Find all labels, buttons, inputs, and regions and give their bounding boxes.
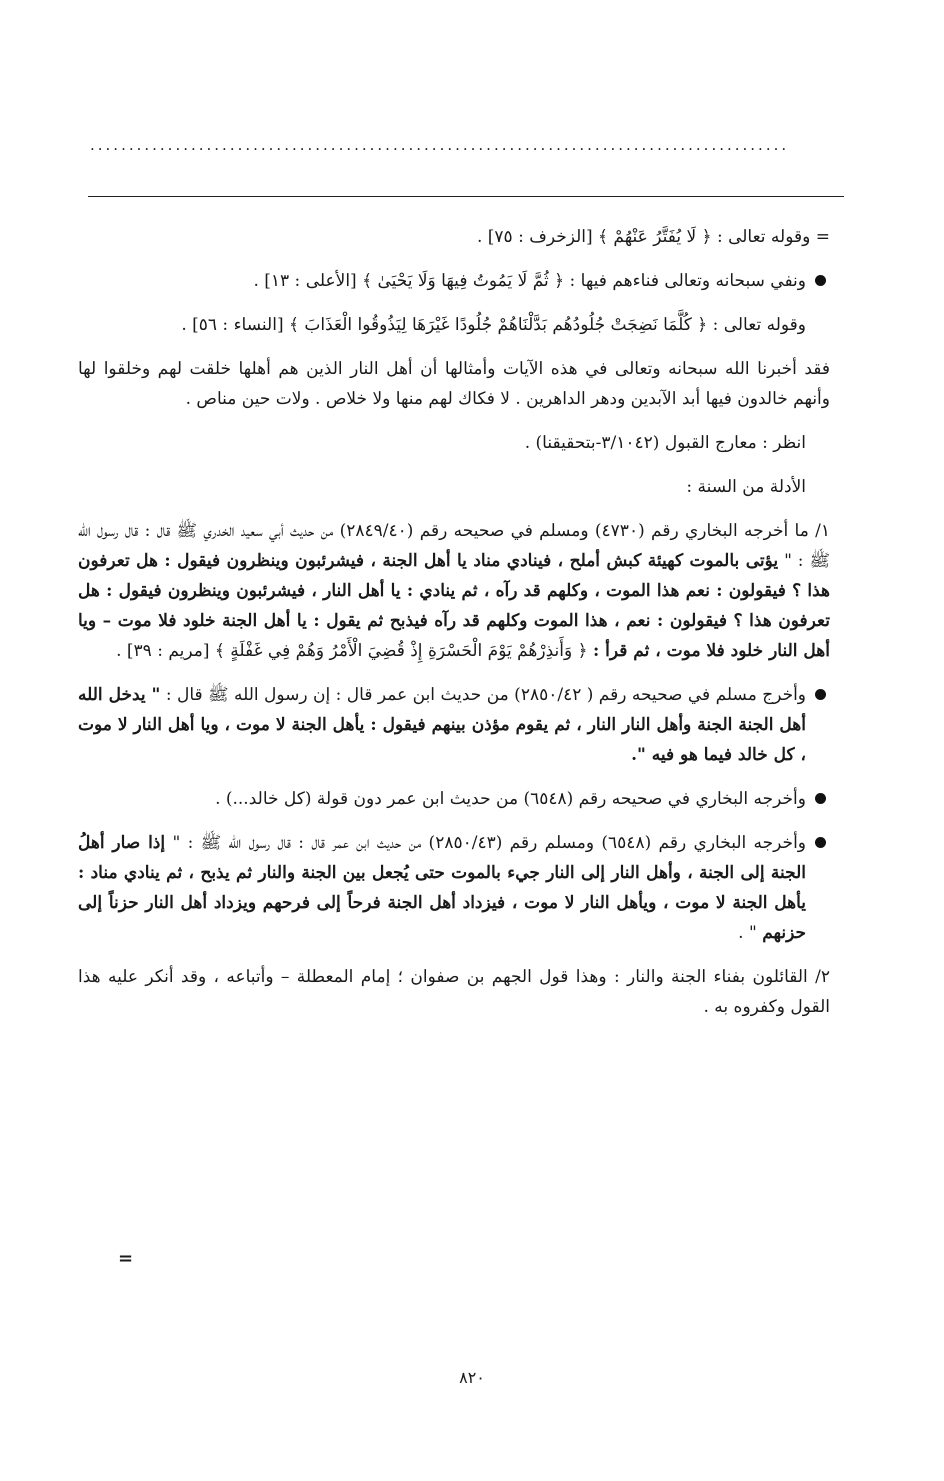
hadith-3: وأخرجه البخاري في صحيحه رقم (٦٥٤٨) من حديث ابن عمر دون قولة (كل خالد...) . [78, 784, 830, 814]
footnote-line-3: وقوله تعالى : ﴿ كُلَّمَا نَضِجَتْ جُلُودُهُم بَدَّلْنَاهُمْ جُلُودًا غَيْرَهَا لِيَذُوقُوا الْعَذَابَ ﴾ [النساء : ٥٦] . [181, 315, 806, 335]
hadith-2-intro: وأخرج مسلم في صحيحه رقم ( ٢٨٥٠/٤٢) من حديث ابن عمر قال : إن رسول الله ﷺ قال : [165, 685, 807, 705]
hadith-1-text: يؤتى بالموت كهيئة كبش أملح ، فينادي مناد يا أهل الجنة ، فيشرئبون وينظرون فيقول : هل تعرفون هذا ؟ فيقولون : نعم هذا الموت ، وكلهم قد رآه ، ثم ينادي : يا أهل النار ، فيشرئبون وينظرون فيقول : هل تعرفون هذا ؟ فيقولون : نعم ، هذا الموت وكلهم قد رآه فيذبح ثم يقول : يا أهل الجنة خلود فلا موت – ويا أهل النار خلود فلا موت ، ثم قرأ : [78, 551, 830, 661]
hadith-4-intro: وأخرجه البخاري رقم (٦٥٤٨) ومسلم رقم (٢٨٥٠/٤٣) من حديث ابن عمر قال : قال رسول الله ﷺ : " [172, 833, 807, 853]
paragraph-explanation: فقد أخبرنا الله سبحانه وتعالى في هذه الآيات وأمثالها أن أهل النار الذين هم أهلها خلقت لهم وخلقوا لها وأنهم خالدون فيها أبد الآبدين ودهر الداهرين . لا فكاك لهم منها ولا خلاص . ولات حين مناص . [78, 359, 830, 409]
footnote-line-1: = وقوله تعالى : ﴿ لَا يُفَتَّرُ عَنْهُمْ ﴾ [الزخرف : ٧٥] . [476, 227, 830, 247]
hadith-4-text: إذا صار أهلُ الجنة إلى الجنة ، وأهل النار إلى النار جيء بالموت حتى يُجعل بين الجنة والنار ثم يذبح ، ثم ينادي مناد : يأهل الجنة لا موت ، ويأهل النار لا موت ، فيزداد أهل الجنة فرحاً إلى فرحهم ويزداد أهل النار حزناً إلى حزنهم [78, 833, 806, 943]
hadith-2 [78, 680, 830, 770]
dotted-separator: .......................................................................................... [90, 136, 790, 154]
bullet-line-2: ونفي سبحانه وتعالى فناءهم فيها : ﴿ ثُمَّ لَا يَمُوتُ فِيهَا وَلَا يَحْيَىٰ ﴾ [الأعلى : ١٣] . [78, 266, 830, 296]
reference-line: انظر : معارج القبول (٣/١٠٤٢-بتحقيقنا) . [524, 433, 806, 453]
hadith-1-verse: ﴿ وَأَنذِرْهُمْ يَوْمَ الْحَسْرَةِ إِذْ قُضِيَ الْأَمْرُ وَهُمْ فِي غَفْلَةٍ ﴾ [مريم : ٣٩] . [116, 641, 588, 661]
hadith-1 [78, 516, 830, 666]
page-number: ٨٢٠ [459, 1368, 485, 1387]
page-body [78, 222, 830, 1036]
footnote-rule [88, 196, 844, 197]
section-heading-sunnah: الأدلة من السنة : [686, 477, 806, 497]
hadith-4 [78, 828, 830, 948]
section-2-line: ٢/ القائلون بفناء الجنة والنار : وهذا قول الجهم بن صفوان ؛ إمام المعطلة – وأتباعه ، وقد أنكر عليه هذا القول وكفروه به . [78, 967, 830, 1017]
hadith-2-text: " يدخل الله أهل الجنة الجنة وأهل النار النار ، ثم يقوم مؤذن بينهم فيقول : يأهل الجنة لا موت ، ويا أهل النار لا موت ، كل خالد فيما هو فيه ". [78, 685, 806, 765]
hadith-1-intro: ١/ ما أخرجه البخاري رقم (٤٧٣٠) ومسلم في صحيحه رقم (٢٨٤٩/٤٠) من حديث أبي سعيد الخدري ﷺ قال : قال رسول الله ﷺ : " [78, 521, 831, 571]
hadith-4-close: " . [738, 923, 757, 943]
continuation-mark: = [118, 1248, 134, 1269]
